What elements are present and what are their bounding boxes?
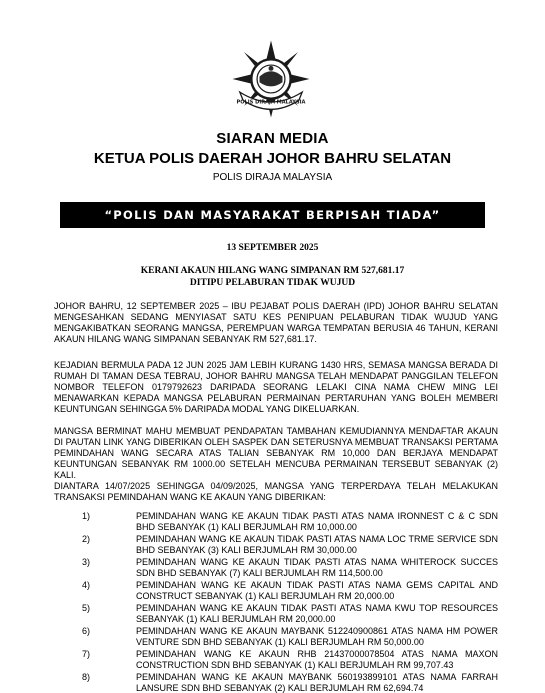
list-item <box>54 626 498 647</box>
item-text: PEMINDAHAN WANG KE AKAUN TIDAK PASTI ATAS NAMA KWU TOP RESOURCES SEBANYAK (1) KALI BERJUMLAH RM 20,000.00 <box>136 603 498 624</box>
release-date: 13 SEPTEMBER 2025 <box>226 243 319 253</box>
list-item <box>54 557 498 578</box>
list-item <box>54 603 498 624</box>
crest-ribbon-text: POLIS DIRAJA MALAYSIA <box>236 99 306 106</box>
item-text: PEMINDAHAN WANG KE AKAUN MAYBANK 512240900861 ATAS NAMA HM POWER VENTURE SDN BHD SEBANYAK (1) KALI BERJUMLAH RM 50,000.00 <box>136 626 498 647</box>
item-number: 1) <box>82 511 91 521</box>
item-number: 5) <box>82 603 91 613</box>
item-number: 8) <box>82 672 91 682</box>
headline-line-1: KERANI AKAUN HILANG WANG SIMPANAN RM 527,681.17 <box>140 266 405 276</box>
paragraph-registration: MANGSA BERMINAT MAHU MEMBUAT PENDAPATAN TAMBAHAN KEMUDIANNYA MENDAFTAR AKAUN DI PAUTAN LINK YANG DIBERIKAN OLEH SASPEK DAN SETERUSNYA MEMBUAT TRANSAKSI PERTAMA PEMINDAHAN WANG SECARA ATAS TALIAN SEBANYAK RM 10,000 DAN BERJAYA MENDAPAT KEUNTUNGAN SEBANYAK RM 1000.00 SETELAH MENCUBA PERMAINAN TERSEBUT SEBANYAK (2) KALI. <box>54 426 498 480</box>
paragraph-transfers-intro: DIANTARA 14/07/2025 SEHINGGA 04/09/2025, MANGSA YANG TERPERDAYA TELAH MELAKUKAN TRANSAKSI PEMINDAHAN WANG KE AKAUN YANG DIBERIKAN: <box>54 481 498 502</box>
item-text: PEMINDAHAN WANG KE AKAUN TIDAK PASTI ATAS NAMA WHITEROCK SUCCES SDN BHD SEBANYAK (7) KALI BERJUMLAH RM 114,500.00 <box>136 557 498 578</box>
transaction-list <box>54 511 498 693</box>
item-text: PEMINDAHAN WANG KE AKAUN TIDAK PASTI ATAS NAMA IRONNEST C & C SDN BHD SEBANYAK (1) KALI BERJUMLAH RM 10,000.00 <box>136 511 498 532</box>
item-number: 4) <box>82 580 91 590</box>
org-name: POLIS DIRAJA MALAYSIA <box>212 172 333 183</box>
subtitle: KETUA POLIS DAERAH JOHOR BAHRU SELATAN <box>93 150 452 167</box>
item-number: 7) <box>82 649 91 659</box>
motto-banner: “POLIS DAN MASYARAKAT BERPISAH TIADA” <box>60 202 485 228</box>
paragraph-incident: KEJADIAN BERMULA PADA 12 JUN 2025 JAM LEBIH KURANG 1430 HRS, SEMASA MANGSA BERADA DI RUMAH DI TAMAN DESA TEBRAU, JOHOR BAHRU MANGSA TELAH MENDAPAT PANGGILAN TELEFON NOMBOR TELEFON 0179792623 DARIPADA SEORANG LELAKI CINA NAMA CHEW MING LEI MENAWARKAN KEPADA MANGSA PELABURAN PERMAINAN PERTARUHAN YANG BOLEH MEMBERI KEUNTUNGAN SEHINGGA 5% DARIPADA MODAL YANG DIKELUARKAN. <box>54 360 498 414</box>
item-number: 6) <box>82 626 91 636</box>
list-item <box>54 534 498 555</box>
item-text: PEMINDAHAN WANG KE AKAUN MAYBANK 560193899101 ATAS NAMA FARRAH LANSURE SDN BHD SEBANYAK (2) KALI BERJUMLAH RM 62,694.74 <box>136 672 498 693</box>
paragraph-intro: JOHOR BAHRU, 12 SEPTEMBER 2025 – IBU PEJABAT POLIS DAERAH (IPD) JOHOR BAHRU SELATAN MENGESAHKAN SEDANG MENYIASAT SATU KES PENIPUAN PELABURAN TIDAK WUJUD YANG MENGAKIBATKAN SEORANG MANGSA, PEREMPUAN WARGA TEMPATAN BERUSIA 46 TAHUN, KERANI AKAUN HILANG WANG SIMPANAN SEBANYAK RM 527,681.17. <box>54 301 498 344</box>
item-number: 2) <box>82 534 91 544</box>
headline-line-2: DITIPU PELABURAN TIDAK WUJUD <box>189 278 356 288</box>
list-item <box>54 580 498 601</box>
item-text: PEMINDAHAN WANG KE AKAUN TIDAK PASTI ATAS NAMA LOC TRME SERVICE SDN BHD SEBANYAK (3) KALI BERJUMLAH RM 30,000.00 <box>136 534 498 555</box>
police-crest-logo <box>230 38 312 120</box>
item-text: PEMINDAHAN WANG KE AKAUN TIDAK PASTI ATAS NAMA GEMS CAPITAL AND CONSTRUCT SEBANYAK (1) KALI BERJUMLAH RM 20,000.00 <box>136 580 498 601</box>
item-number: 3) <box>82 557 91 567</box>
title: SIARAN MEDIA <box>216 130 329 147</box>
list-item <box>54 649 498 670</box>
list-item <box>54 511 498 532</box>
item-text: PEMINDAHAN WANG KE AKAUN RHB 21437000078504 ATAS NAMA MAXON CONSTRUCTION SDN BHD SEBANYAK (1) KALI BERJUMLAH RM 99,707.43 <box>136 649 498 670</box>
